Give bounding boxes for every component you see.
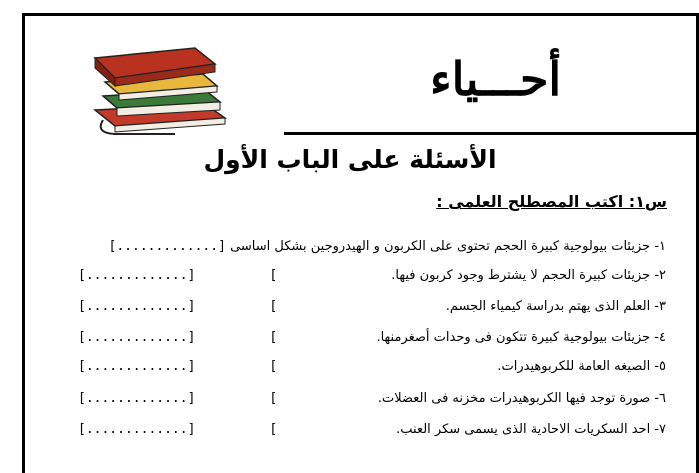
- question-header: س١: اكتب المصطلح العلمى :: [436, 192, 667, 211]
- blank-open-bracket: [: [269, 330, 278, 345]
- blank-dots: [.............]: [78, 391, 196, 406]
- question-row: [0, 419, 699, 449]
- blank-dots: [.............]: [78, 359, 196, 374]
- blank-dots: [.............]: [78, 422, 196, 437]
- blank-open-bracket: [: [269, 391, 278, 406]
- blank-open-bracket: [: [269, 299, 278, 314]
- answer-blank[interactable]: [78, 356, 277, 378]
- answer-blank[interactable]: [78, 419, 277, 441]
- question-row: [0, 236, 699, 266]
- question-label: ١- جزيئات بيولوجية كبيرة الحجم تحتوى على الكربون و الهيدروجين بشكل اساسى: [230, 239, 666, 254]
- question-text: ٢- جزيئات كبيرة الحجم لا يشترط وجود كربون فيها.: [391, 268, 666, 283]
- answer-blank[interactable]: [78, 388, 277, 410]
- blank-open-bracket: [: [269, 268, 278, 283]
- blank-open-bracket: [: [269, 359, 278, 374]
- blank-dots: [.............]: [78, 299, 196, 314]
- chapter-title: الأسئلة على الباب الأول: [203, 145, 497, 174]
- question-text: ٣- العلم الذى يهتم بدراسة كيمياء الجسم.: [445, 299, 666, 314]
- question-text: ٤- جزيئات بيولوجية كبيرة تتكون فى وحدات أصغرمنها.: [376, 330, 666, 345]
- question-text: ٦- صورة توجد فيها الكربوهيدرات مخزنه فى العضلات.: [377, 391, 666, 406]
- answer-blank[interactable]: [78, 296, 277, 318]
- question-row: [0, 388, 699, 418]
- question-row: [0, 296, 699, 326]
- answer-blank[interactable]: [78, 265, 277, 287]
- question-row: [0, 265, 699, 295]
- question-row: [0, 327, 699, 357]
- question-text: [109, 236, 666, 258]
- title-divider: [284, 132, 696, 135]
- subject-title: أحـــياء: [430, 52, 562, 106]
- blank-dots: [.............]: [78, 268, 196, 283]
- books-illustration: [55, 38, 235, 138]
- blank-dots: [.............]: [78, 330, 196, 345]
- question-text: ٧- احد السكريات الاحادية الذى يسمى سكر العنب.: [396, 422, 666, 437]
- question-row: [0, 356, 699, 386]
- answer-blank[interactable]: [.............]: [108, 239, 226, 254]
- question-text: ٥- الصيغه العامة للكربوهيدرات.: [497, 359, 666, 374]
- answer-blank[interactable]: [78, 327, 277, 349]
- blank-open-bracket: [: [269, 422, 278, 437]
